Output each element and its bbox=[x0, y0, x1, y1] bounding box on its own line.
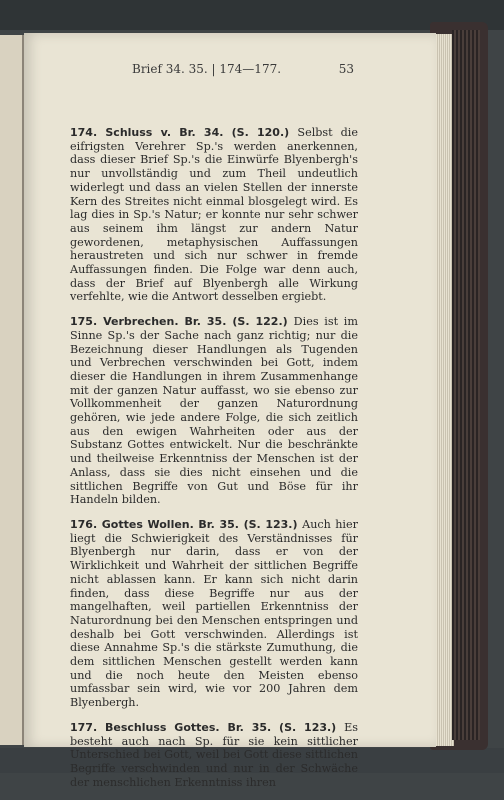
running-header bbox=[104, 62, 354, 80]
running-title: Brief 34. 35. | 174—177. bbox=[132, 62, 282, 76]
paragraph-text: Es besteht auch nach Sp. für sie kein sittlicher Unterschied bei Gott, weil bei Gott diese sittlichen Begriffe verschwinden und nur in der Schwäche der menschlichen Erkenntniss ihren bbox=[70, 720, 359, 789]
page-body bbox=[48, 126, 358, 800]
paragraph-text: Dies ist im Sinne Sp.'s der Sache nach ganz richtig; nur die Bezeichnung dieser Handlungen als Tugenden und Verbrechen verschwinden bei Gott, indem dieser die Handlungen in ihrem Zusammenhange mit der ganzen Natur auffasst, wo sie ebenso zur Vollkommenheit der ganzen Naturordnung gehören, wie jede andere Folge, die sich zeitlich aus den ewigen Wahrheiten oder aus der Substanz Gottes entwickelt. Nur die beschränkte und theilweise Erkenntniss der Menschen ist der Anlass, dass sie dies nicht einsehen und die sittlichen Begriffe von Gut und Böse für ihr Handeln bilden. bbox=[70, 315, 358, 507]
page-number: 53 bbox=[338, 62, 354, 76]
paragraph-text: Auch hier liegt die Schwierigkeit des Verständnisses für Blyenbergh nur darin, dass er von der Wirklichkeit und Wahrheit der sittlichen Begriffe nicht ablassen kann. Er kann sich nicht darin finden, dass diese Begriffe nur aus der mangelhaften, weil partiellen Erkenntniss der Naturordnung bei den Menschen entspringen und deshalb bei Gott verschwinden. Allerdings ist diese Annahme Sp.'s die stärkste Zumuthung, die dem sittlichen Menschen gestellt werden kann und die noch heute den Meisten ebenso umfassbar sein wird, wie vor 200 Jahren dem Blyenbergh. bbox=[70, 517, 358, 710]
paragraph-176 bbox=[48, 518, 358, 710]
left-page-edge bbox=[0, 35, 24, 745]
paragraph-heading: 177. Beschluss Gottes. Br. 35. (S. 123.) bbox=[70, 720, 345, 734]
paragraph-175 bbox=[48, 315, 358, 507]
paragraph-174 bbox=[48, 126, 358, 304]
paragraph-text: Selbst die eifrigsten Verehrer Sp.'s werden anerkennen, dass dieser Brief Sp.'s die Einwürfe Blyenbergh's nur unvollständig und zum Theil undeutlich widerlegt und dass an vielen Stellen der innerste Kern des Streites nicht einmal blosgelegt wird. Es lag dies in Sp.'s Natur; er konnte nur sehr schwer aus seinem ihm längst zur andern Natur gewordenen, metaphysischen Auffassungen heraustreten und sich nur schwer in fremde Auffassungen finden. Die Folge war denn auch, dass der Brief auf Blyenbergh alle Wirkung verfehlte, wie die Antwort desselben ergiebt. bbox=[70, 126, 358, 304]
paragraph-heading: 174. Schluss v. Br. 34. (S. 120.) bbox=[70, 126, 298, 139]
backdrop-top bbox=[0, 0, 504, 30]
paragraph-177 bbox=[48, 721, 358, 790]
paragraph-heading: 176. Gottes Wollen. Br. 35. (S. 123.) bbox=[70, 517, 303, 531]
cover-spine-edge bbox=[452, 30, 480, 740]
paragraph-heading: 175. Verbrechen. Br. 35. (S. 122.) bbox=[70, 315, 294, 329]
